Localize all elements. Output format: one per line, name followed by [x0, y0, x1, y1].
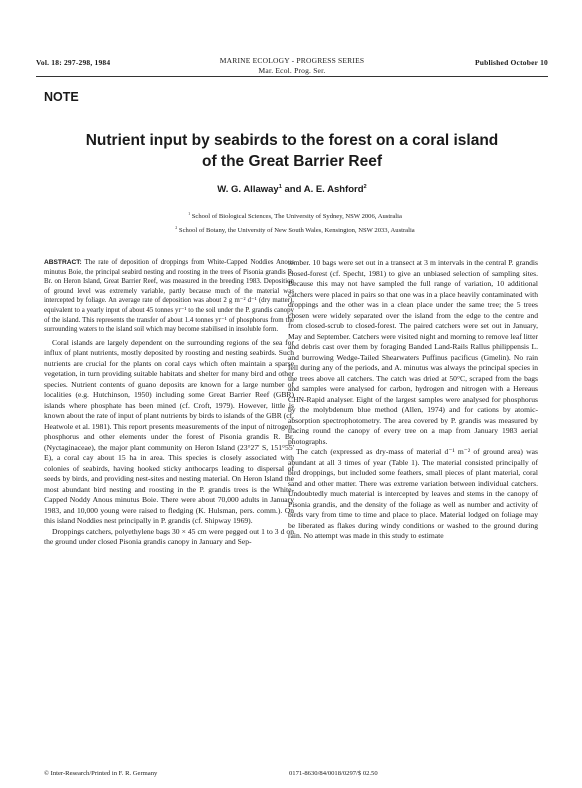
abstract: [44, 258, 294, 335]
affiliation-2-text: School of Botany, the University of New South Wales, Kensington, NSW 2033, Australia: [177, 227, 415, 235]
author-conjunction: and: [281, 184, 304, 196]
author-2: A. E. Ashford: [303, 184, 364, 196]
body-paragraph: The catch (expressed as dry-mass of material d⁻¹ m⁻² of ground area) was abundant at all 3 times of year (Table 1). The material consisted principally of bird droppings, but included some feathers, small pieces of plant material, coral sand and other matter. There was extreme variation between individual catchers. Undoubtedly much material is intercepted by leaves and stems in the canopy of Pisonia grandis, and the density of the foliage as well as number and activity of birds vary from time to time and place to place. Material lodged on foliage may be liberated as flakes during windy conditions or washed to the ground during rain. No attempt was made in this study to estimate: [288, 447, 538, 540]
title-line-2: of the Great Barrier Reef: [201, 153, 383, 170]
abstract-label: ABSTRACT:: [44, 259, 82, 266]
journal-name: [36, 56, 548, 76]
affiliation-1-text: School of Biological Sciences, The University of Sydney, NSW 2006, Australia: [190, 213, 402, 221]
article-code: 0171-8630/84/0018/0297/$ 02.50: [289, 770, 378, 777]
abstract-text: The rate of deposition of droppings from White-Capped Noddies Anous minutus Boie, the principal seabird nesting and roosting in the trees of Pisonia grandis R. Br. on Heron Island, Great Barrier Reef, was measured in the breeding 1983. Deposition of ground level was extremely variable, partly because much of the material was intercepted by foliage. An average rate of deposition was about 2 g m⁻² d⁻¹ (dry matter), equivalent to a yearly input of about 45 tonnes yr⁻¹ to the soil under the P. grandis canopy of the island. This represents the transfer of about 1.4 tonnes yr⁻¹ of phosphorus from the surrounding waters to the island soil which may become stabilised in insoluble form.: [44, 259, 294, 334]
title-line-1: Nutrient input by seabirds to the forest on a coral island: [85, 132, 499, 149]
affiliation-1: [60, 208, 530, 222]
header-rule: [36, 76, 548, 77]
body-paragraph: tember. 10 bags were set out in a transect at 3 m intervals in the central P. grandis closed-forest (cf. Specht, 1981) to give an unbiased selection of sampling sites. Because this may not have sampled the full range of variation, 10 additional catchers were placed in pairs so that one was in a place heavily contaminated with droppings and the other was in a clean place under the same tree; the 5 trees chosen were widely separated over the island from the edge to the centre and from closed-scrub to closed-forest. The paired catchers were set out in January, May and September. Catchers were visited night and morning to remove leaf litter and debris cast over them by foraging Banded Land-Rails Rallus philippensis L. and burrowing Wedge-Tailed Shearwaters Puffinus pacificus (Gmelin). No rain fell during any of the periods, and A. minutus was always the principal species in the trees above all catchers. The catch was dried at 50°C, scraped from the bags and samples were analysed for carbon, hydrogen and nitrogen with a Hereaus CHN-Rapid analyser. Eight of the largest samples were analysed for phosphorus by the molybdenum blue method (Allen, 1974) and for cations by atomic-absorption spectrophotometry. The area covered by P. grandis was measured by tracing round the canopy of every tree on a map from January 1983 aerial photographs.: [288, 258, 538, 446]
right-column: [288, 258, 538, 542]
note-label: NOTE: [44, 90, 79, 104]
article-title: [36, 130, 548, 172]
author-1-mark: 1: [278, 184, 282, 190]
running-header: [36, 56, 548, 76]
author-list: [36, 184, 548, 195]
volume-info: Vol. 18: 297-298, 1984: [36, 58, 111, 67]
affiliation-2: [60, 222, 530, 236]
journal-title: MARINE ECOLOGY - PROGRESS SERIES: [219, 56, 365, 65]
journal-abbrev: Mar. Ecol. Prog. Ser.: [258, 66, 326, 75]
publisher-line: © Inter-Research/Printed in F. R. Germany: [44, 770, 158, 777]
body-paragraph: Coral islands are largely dependent on the surrounding regions of the sea for influx of plant nutrients, mostly deposited by roosting and nesting seabirds. Such nutrients are crucial for the plants on coral cays which often maintain a sparse vegetation, in turn providing suitable habitats and shelter for many bird and other species. Nutrient contents of guano deposits are known for a large number of localities (e.g. Hutchinson, 1950) including some Great Barrier Reef (GBR) islands where phosphate has been mined (cf. Croft, 1979). However, little is known about the rate of input of plant nutrients by birds to islands of the GBR (cf. Heatwole et al. 1981). This report presents measurements of the input of nitrogen, phosphorus and other elements under the forest of Pisonia grandis R. Br. (Nyctaginaceae), the major plant community on Heron Island (23°27' S, 151°55' E), a coral cay about 15 ha in area. This species is closely associated with colonies of seabirds, having hooked sticky anthocarps leading to dispersal of seeds by birds, and providing nest-sites and nesting material. On Heron Island the most abundant bird nesting and roosting in the P. grandis trees is the White-Capped Noddy Anous minutus Boie. There were about 70,000 adults in January 1983, and 10,000 young were raised to fledging (K. Hulsman, pers. comm.). On this island Noddies nest principally in P. grandis (cf. Shipway 1969).: [44, 337, 294, 526]
body-paragraph: Droppings catchers, polyethylene bags 30 × 45 cm were pegged out 1 to 3 d on the ground under closed Pisonia grandis canopy in January and Sep-: [44, 526, 294, 547]
author-1: W. G. Allaway: [217, 184, 279, 196]
affiliation-1-mark: 1: [188, 211, 191, 216]
published-date: Published October 10: [474, 58, 548, 67]
left-column: [44, 258, 294, 548]
affiliations: [60, 208, 530, 236]
affiliation-2-mark: 2: [175, 225, 178, 231]
author-2-mark: 2: [363, 184, 367, 190]
